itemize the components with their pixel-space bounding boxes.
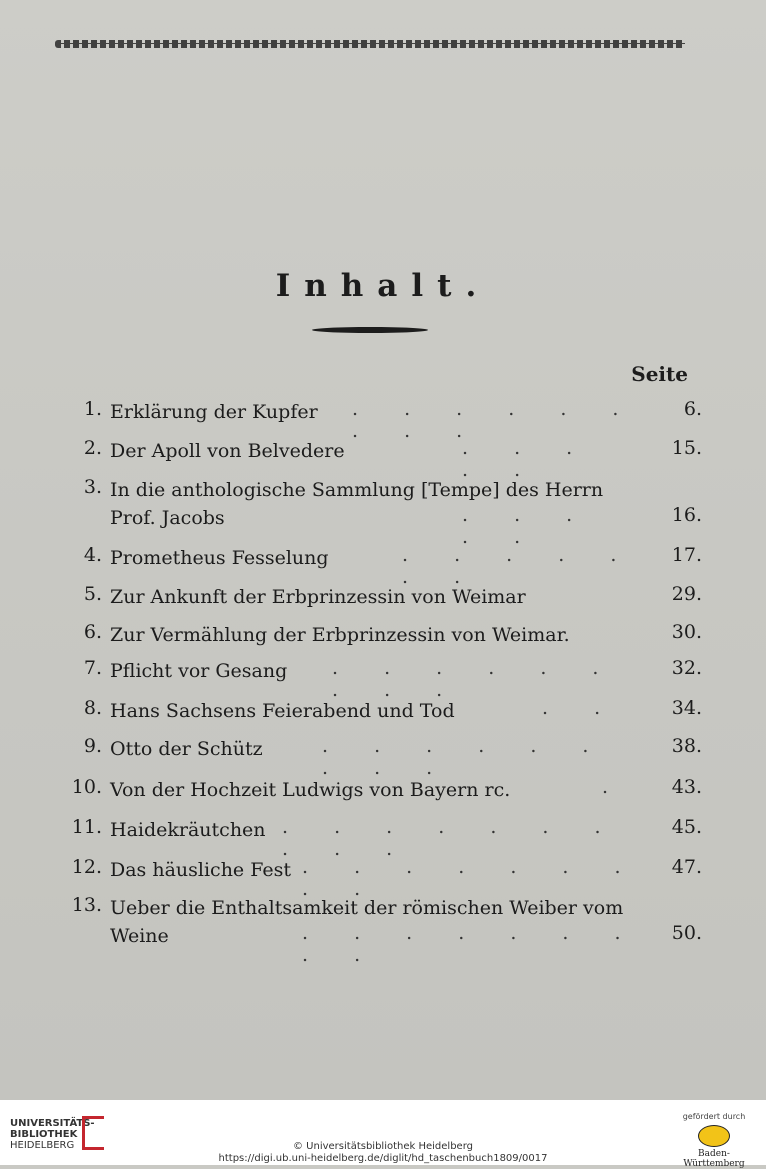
entry-number: 11.: [71, 816, 102, 838]
entry-title: Von der Hochzeit Ludwigs von Bayern rc.: [110, 779, 511, 801]
entry-number: 9.: [83, 735, 102, 757]
entry-page: 34.: [671, 697, 702, 719]
entry-title: Das häusliche Fest: [110, 859, 291, 881]
entry-number: 13.: [71, 894, 102, 916]
entry-number: 4.: [83, 544, 102, 566]
entry-number: 6.: [83, 621, 102, 643]
entry-number: 10.: [71, 776, 102, 798]
entry-title: Erklärung der Kupfer: [110, 401, 318, 423]
entry-number: 8.: [83, 697, 102, 719]
state-seal-icon: [698, 1125, 730, 1147]
entry-number: 12.: [71, 856, 102, 878]
leader-dots: . . . . .: [462, 504, 593, 548]
entry-title: Pflicht vor Gesang: [110, 660, 288, 682]
page-title: Inhalt.: [275, 268, 491, 304]
entry-number: 2.: [83, 437, 102, 459]
entry-page: 30.: [671, 621, 702, 643]
copyright-text: © Universitätsbibliothek Heidelberg: [292, 1141, 473, 1152]
leader-dots: . . . . .: [462, 437, 593, 481]
sponsor-block: [672, 1112, 756, 1169]
entry-page: 43.: [671, 776, 702, 798]
page-column-label: Seite: [631, 362, 688, 386]
entry-title: Der Apoll von Belvedere: [110, 440, 345, 462]
entry-page: 17.: [671, 544, 702, 566]
entry-title: Prometheus Fesselung: [110, 547, 329, 569]
library-name-line: HEIDELBERG: [10, 1140, 75, 1151]
entry-number: 3.: [83, 476, 102, 498]
viewer-footer: [0, 1100, 766, 1169]
entry-number: 5.: [83, 583, 102, 605]
sponsor-name: Baden-Württemberg: [683, 1149, 745, 1169]
source-url[interactable]: https://digi.ub.uni-heidelberg.de/diglit/hd_taschenbuch1809/0017: [218, 1153, 548, 1164]
entry-page: 15.: [671, 437, 702, 459]
leader-dots: . .: [542, 697, 621, 719]
title-divider: [312, 327, 428, 333]
library-name-line: UNIVERSITÄTS-: [10, 1118, 95, 1129]
entry-page: 47.: [671, 856, 702, 878]
leader-dots: . . . . . . . . .: [302, 856, 641, 900]
entry-title: Zur Vermählung der Erbprinzessin von Weimar.: [110, 624, 570, 646]
entry-page: 16.: [671, 504, 702, 526]
entry-page: 29.: [671, 583, 702, 605]
ornamental-rule: [55, 40, 685, 48]
copyright-notice: [0, 1141, 766, 1165]
entry-title: Hans Sachsens Feierabend und Tod: [110, 700, 455, 722]
entry-page: 6.: [683, 398, 702, 420]
leader-dots: . . . . . . .: [402, 544, 637, 588]
entry-page: 45.: [671, 816, 702, 838]
sponsor-label: gefördert durch: [682, 1112, 746, 1121]
entry-title: Haidekräutchen: [110, 819, 266, 841]
leader-dots: . . . . . . . . .: [352, 398, 639, 442]
leader-dots: . . . . . . . . .: [302, 922, 641, 966]
leader-dots: . . . . . . . . . .: [282, 816, 621, 860]
entry-page: 50.: [671, 922, 702, 944]
leader-dots: . . . . . . . . .: [322, 735, 609, 779]
leader-dots: . . . . . . . . .: [332, 657, 619, 701]
entry-title: Otto der Schütz: [110, 738, 263, 760]
entry-title: Ueber die Enthaltsamkeit der römischen Weiber vom Weine: [110, 897, 624, 947]
entry-page: 38.: [671, 735, 702, 757]
entry-title: In die anthologische Sammlung [Tempe] des Herrn Prof. Jacobs: [110, 479, 604, 529]
entry-number: 1.: [83, 398, 102, 420]
leader-dots: .: [602, 776, 629, 798]
entry-title: Zur Ankunft der Erbprinzessin von Weimar: [110, 586, 526, 608]
library-name-line: BIBLIOTHEK: [10, 1129, 78, 1140]
entry-page: 32.: [671, 657, 702, 679]
entry-number: 7.: [83, 657, 102, 679]
